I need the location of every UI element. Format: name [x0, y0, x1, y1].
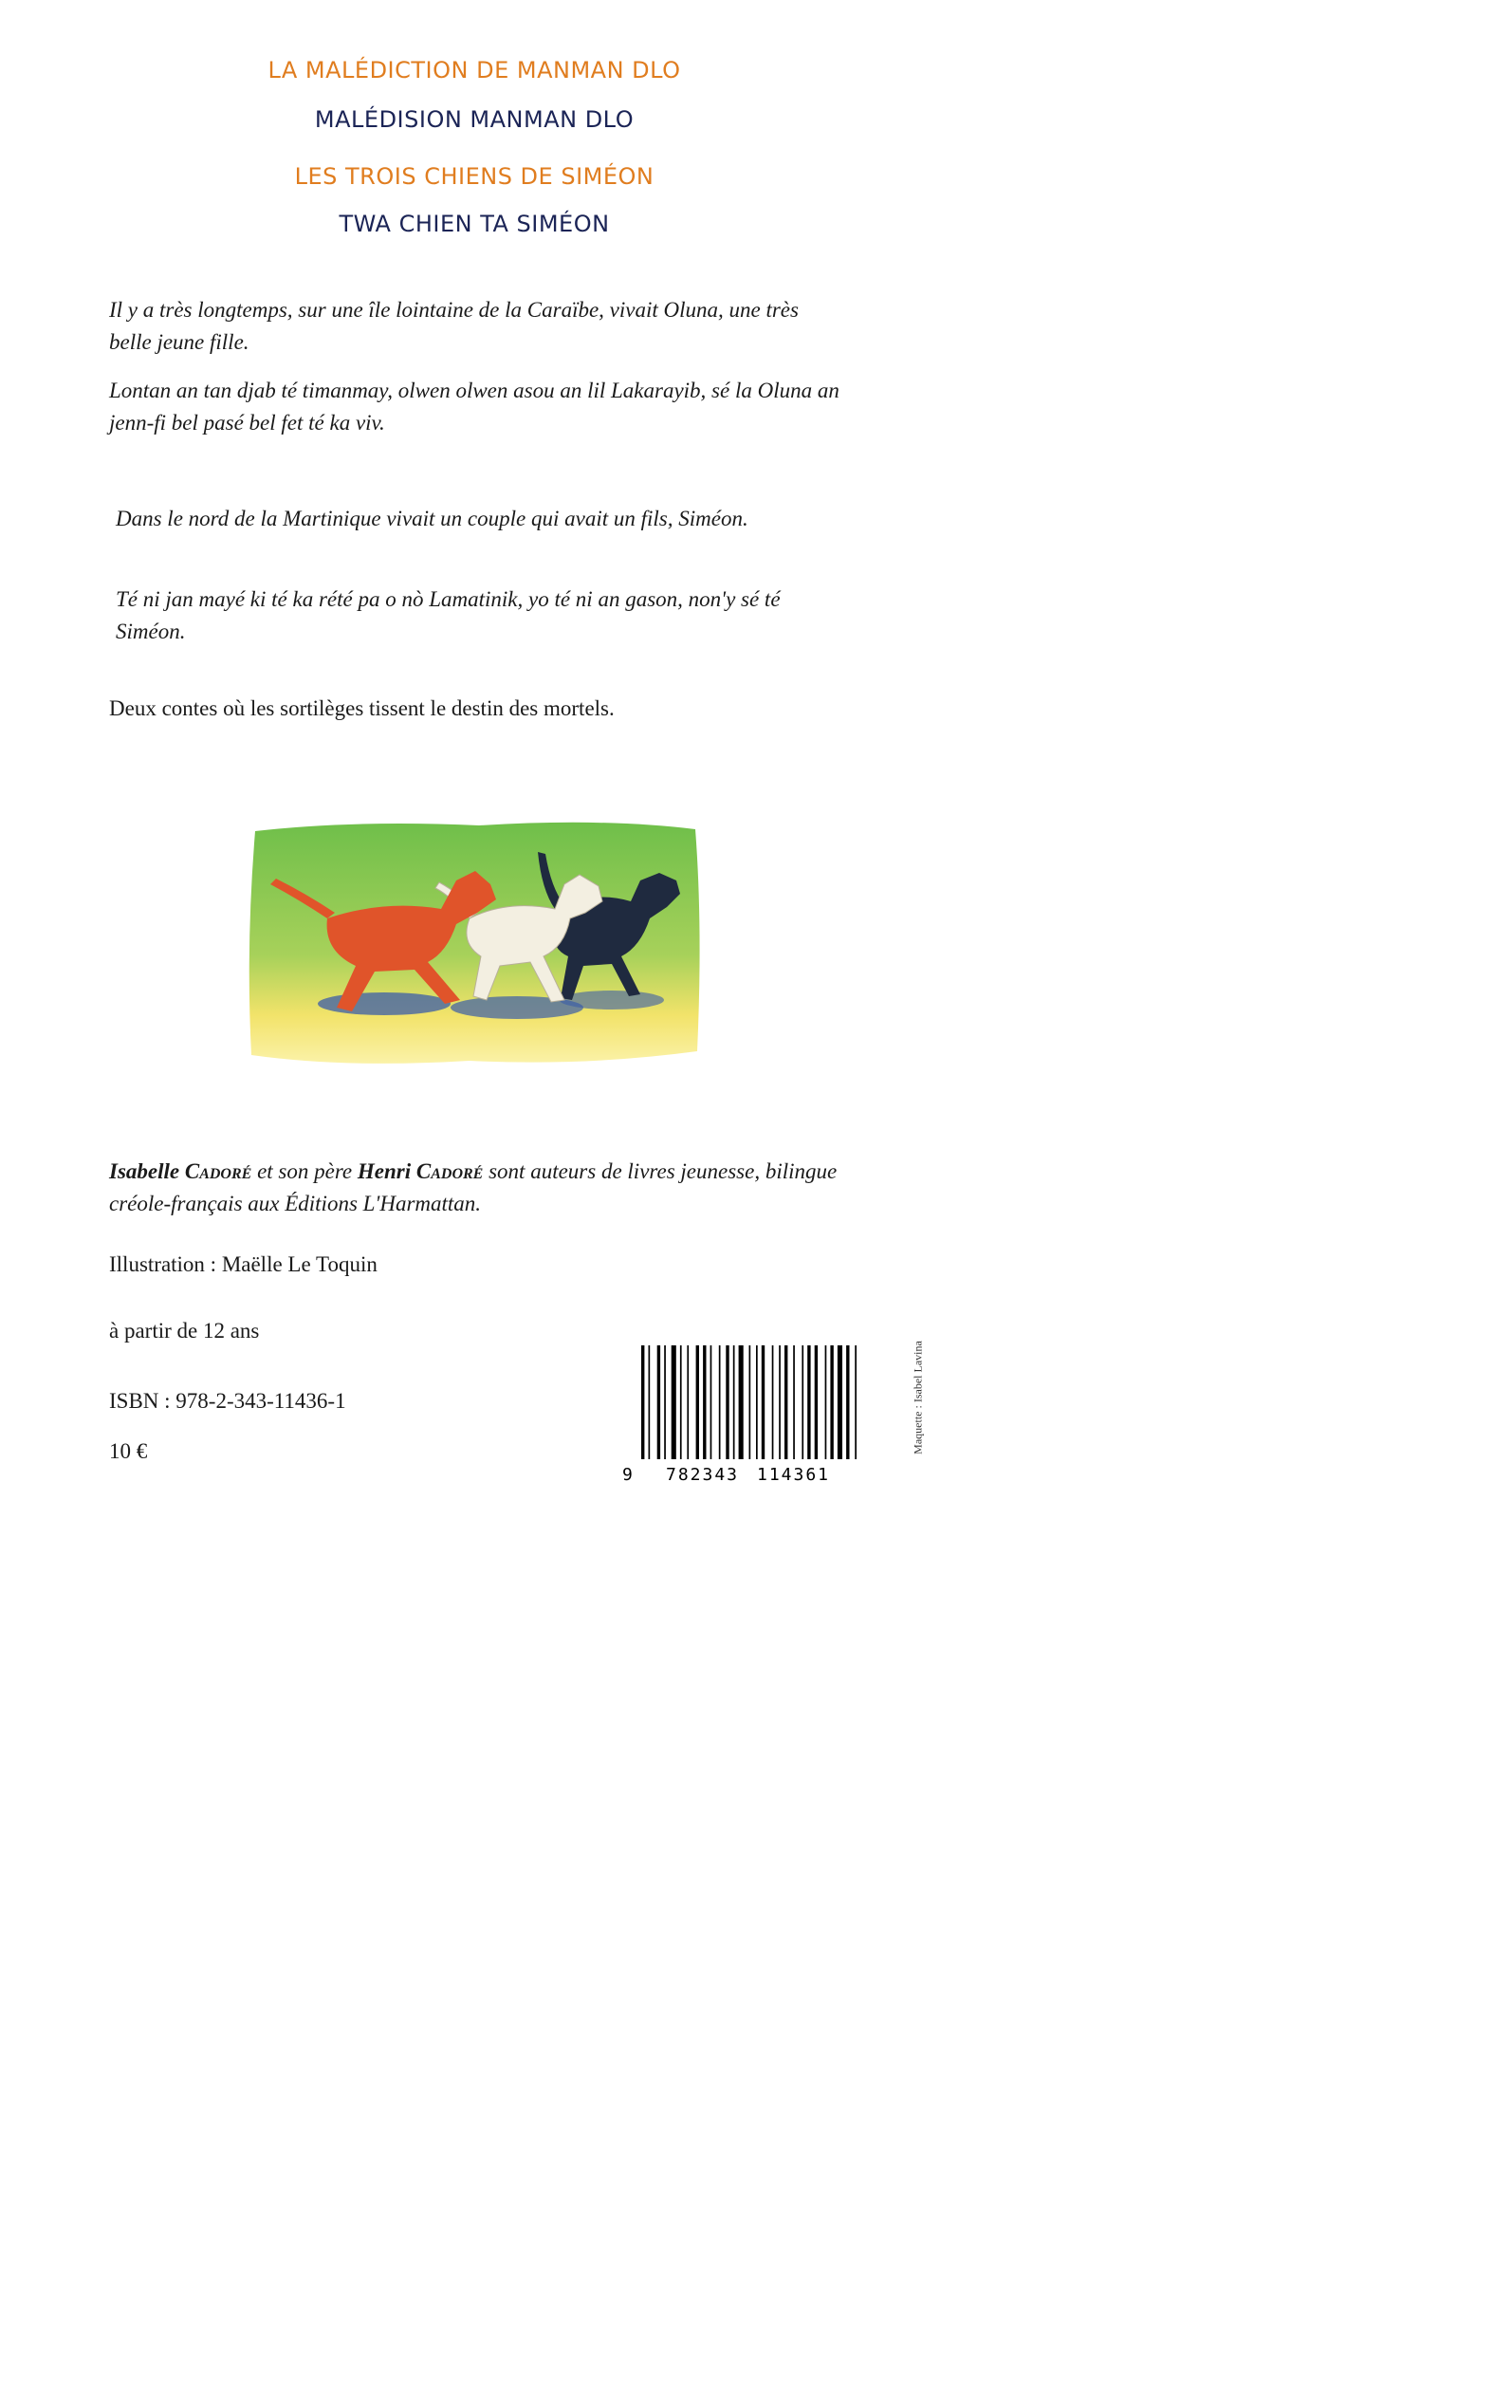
author1-last: Cadoré: [184, 1159, 252, 1183]
tagline: Deux contes où les sortilèges tissent le destin des mortels.: [109, 696, 615, 720]
barcode-bar: [710, 1345, 712, 1459]
illustration-credit: Illustration : Maëlle Le Toquin: [109, 1252, 378, 1276]
title-trois-chiens-creole: TWA CHIEN TA SIMÉON: [339, 211, 610, 237]
blurb-simeon-fr: Dans le nord de la Martinique vivait un couple qui avait un fils, Siméon.: [116, 507, 748, 530]
barcode-bar: [680, 1345, 682, 1459]
barcode-bar: [772, 1345, 774, 1459]
barcode-digits-mid: 782343: [666, 1465, 740, 1485]
barcode-bar: [779, 1345, 781, 1459]
barcode-bar: [649, 1345, 651, 1459]
barcode-bar: [762, 1345, 765, 1459]
barcode-bar: [749, 1345, 751, 1459]
blurb-simeon-creole: Té ni jan mayé ki té ka rété pa o nò Lamatinik, yo té ni an gason, non'y sé té Siméon.: [116, 587, 781, 643]
barcode-bar: [641, 1345, 644, 1459]
blurb-oluna-fr: Il y a très longtemps, sur une île lointaine de la Caraïbe, vivait Oluna, une très belle jeune fille.: [109, 298, 799, 354]
title-malediction-fr: LA MALÉDICTION DE MANMAN DLO: [267, 57, 681, 83]
maquette-credit: Maquette : Isabel Lavina: [911, 1340, 925, 1454]
blurb-oluna-creole: Lontan an tan djab té timanmay, olwen olwen asou an lil Lakarayib, sé la Oluna an jenn-fi bel pasé bel fet té ka viv.: [109, 379, 839, 435]
barcode-bar: [672, 1345, 676, 1459]
barcode-bar: [784, 1345, 787, 1459]
author2-last: Cadoré: [415, 1159, 484, 1183]
barcode-bar: [696, 1345, 699, 1459]
barcode-bar: [815, 1345, 818, 1459]
barcode-bar: [664, 1345, 666, 1459]
barcode-bar: [855, 1345, 857, 1459]
barcode-bar: [687, 1345, 689, 1459]
barcode-digits-end: 114361: [757, 1465, 831, 1485]
barcode-digit-first: 9: [622, 1465, 633, 1485]
barcode-bar: [838, 1345, 842, 1459]
title-malediction-creole: MALÉDISION MANMAN DLO: [314, 106, 635, 133]
barcode-bar: [793, 1345, 795, 1459]
barcode-bar: [657, 1345, 660, 1459]
barcode-bar: [756, 1345, 758, 1459]
barcode-bar: [719, 1345, 721, 1459]
isbn: ISBN : 978-2-343-11436-1: [109, 1389, 346, 1413]
barcode-bar: [830, 1345, 833, 1459]
barcode-bar: [733, 1345, 735, 1459]
author-bio-rest: sont auteurs de livres jeunesse, bilingue créole-français aux Éditions L'Harmattan.: [109, 1159, 838, 1215]
barcode-bar: [703, 1345, 706, 1459]
price: 10 €: [109, 1439, 148, 1463]
title-trois-chiens-fr: LES TROIS CHIENS DE SIMÉON: [294, 163, 655, 190]
three-running-dogs-illustration: [242, 814, 707, 1072]
barcode-bar: [846, 1345, 849, 1459]
barcode-bar: [825, 1345, 827, 1459]
age-range: à partir de 12 ans: [109, 1319, 260, 1343]
barcode-bar: [739, 1345, 744, 1459]
author2-first: Henri: [357, 1159, 412, 1183]
layout-credit: [911, 1290, 926, 1504]
barcode-icon: [617, 1340, 868, 1487]
authors-bio: [109, 1156, 858, 1220]
barcode-bar: [807, 1345, 810, 1459]
author-connector: et son père: [257, 1159, 353, 1183]
barcode-bar: [802, 1345, 803, 1459]
author1-first: Isabelle: [109, 1159, 180, 1183]
barcode-bar: [726, 1345, 728, 1459]
